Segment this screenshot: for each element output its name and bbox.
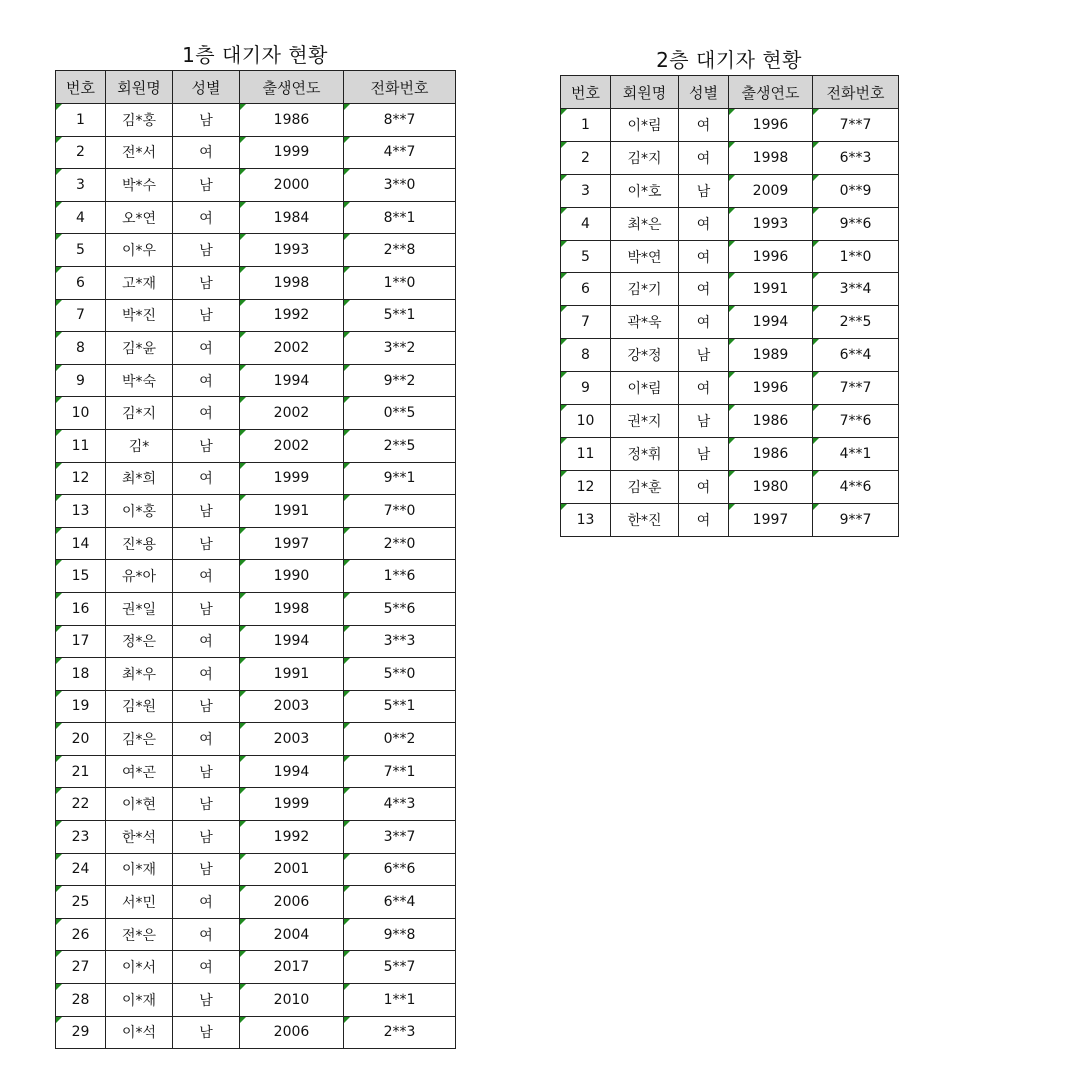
cell-member-name: 최*우 [106,658,173,691]
cell-member-name: 이*림 [611,109,679,142]
cell-phone: 4**1 [813,437,899,470]
cell-member-name: 정*은 [106,625,173,658]
cell-gender: 남 [173,495,240,528]
cell-number: 25 [56,886,106,919]
cell-birth-year: 1986 [729,405,813,438]
cell-phone: 8**1 [344,201,456,234]
cell-phone: 5**0 [344,658,456,691]
table-row [561,109,899,142]
table-row [561,437,899,470]
cell-gender: 남 [679,174,729,207]
cell-number: 21 [56,755,106,788]
table-row [56,495,456,528]
cell-phone: 6**6 [344,853,456,886]
cell-birth-year: 2000 [240,169,344,202]
cell-gender: 여 [173,625,240,658]
cell-gender: 여 [173,364,240,397]
cell-birth-year: 2004 [240,918,344,951]
cell-gender: 여 [679,109,729,142]
cell-phone: 6**3 [813,141,899,174]
table-row [56,918,456,951]
cell-birth-year: 1992 [240,821,344,854]
cell-member-name: 최*은 [611,207,679,240]
cell-birth-year: 1994 [240,364,344,397]
header-birth-year: 출생연도 [729,76,813,109]
cell-number: 5 [56,234,106,267]
cell-number: 12 [56,462,106,495]
table-row [561,174,899,207]
cell-number: 1 [56,104,106,137]
cell-number: 16 [56,592,106,625]
cell-birth-year: 1980 [729,470,813,503]
table-row [56,886,456,919]
cell-member-name: 박*수 [106,169,173,202]
cell-gender: 여 [679,372,729,405]
table-row [561,339,899,372]
cell-gender: 남 [173,755,240,788]
cell-number: 24 [56,853,106,886]
cell-member-name: 고*재 [106,266,173,299]
cell-number: 22 [56,788,106,821]
cell-member-name: 박*연 [611,240,679,273]
cell-birth-year: 2002 [240,397,344,430]
cell-birth-year: 2009 [729,174,813,207]
cell-number: 19 [56,690,106,723]
cell-gender: 남 [173,169,240,202]
cell-gender: 여 [679,240,729,273]
cell-phone: 7**1 [344,755,456,788]
cell-phone: 2**5 [813,306,899,339]
cell-phone: 8**7 [344,104,456,137]
cell-number: 2 [56,136,106,169]
cell-gender: 남 [173,266,240,299]
cell-phone: 1**0 [344,266,456,299]
table-row [56,821,456,854]
cell-phone: 7**0 [344,495,456,528]
cell-phone: 7**7 [813,372,899,405]
cell-member-name: 곽*욱 [611,306,679,339]
cell-number: 3 [56,169,106,202]
cell-number: 1 [561,109,611,142]
cell-phone: 5**6 [344,592,456,625]
cell-birth-year: 1996 [729,240,813,273]
table-row [56,201,456,234]
cell-birth-year: 1998 [240,592,344,625]
cell-phone: 0**5 [344,397,456,430]
cell-number: 13 [561,503,611,536]
cell-birth-year: 1999 [240,136,344,169]
cell-phone: 2**5 [344,429,456,462]
cell-member-name: 이*서 [106,951,173,984]
cell-gender: 여 [173,918,240,951]
cell-number: 4 [561,207,611,240]
cell-phone: 6**4 [344,886,456,919]
header-row [56,71,456,104]
cell-member-name: 이*석 [106,1016,173,1049]
header-phone: 전화번호 [813,76,899,109]
header-member-name: 회원명 [106,71,173,104]
cell-number: 10 [56,397,106,430]
cell-member-name: 이*림 [611,372,679,405]
cell-member-name: 전*서 [106,136,173,169]
cell-member-name: 권*일 [106,592,173,625]
cell-number: 8 [561,339,611,372]
cell-member-name: 진*용 [106,527,173,560]
header-gender: 성별 [679,76,729,109]
cell-gender: 남 [173,592,240,625]
cell-number: 26 [56,918,106,951]
table-row [56,104,456,137]
cell-phone: 6**4 [813,339,899,372]
table-row [56,299,456,332]
cell-gender: 여 [679,273,729,306]
table-row [56,266,456,299]
table-row [56,527,456,560]
cell-member-name: 유*아 [106,560,173,593]
table-row [56,136,456,169]
table-row [561,405,899,438]
header-number: 번호 [56,71,106,104]
cell-member-name: 오*연 [106,201,173,234]
table-row [56,592,456,625]
cell-gender: 남 [173,429,240,462]
cell-birth-year: 1996 [729,372,813,405]
table-row [56,234,456,267]
cell-phone: 9**2 [344,364,456,397]
cell-phone: 2**3 [344,1016,456,1049]
floor2-title: 2층 대기자 현황 [656,48,802,72]
cell-number: 3 [561,174,611,207]
cell-birth-year: 1997 [240,527,344,560]
cell-number: 2 [561,141,611,174]
cell-number: 23 [56,821,106,854]
cell-gender: 여 [173,136,240,169]
table-row [56,984,456,1017]
cell-birth-year: 1994 [240,755,344,788]
table-row [56,853,456,886]
cell-number: 8 [56,332,106,365]
cell-birth-year: 2017 [240,951,344,984]
cell-gender: 남 [173,299,240,332]
table-row [561,470,899,503]
cell-number: 4 [56,201,106,234]
cell-phone: 9**1 [344,462,456,495]
table-row [56,429,456,462]
cell-member-name: 정*휘 [611,437,679,470]
cell-birth-year: 2001 [240,853,344,886]
header-number: 번호 [561,76,611,109]
cell-birth-year: 1991 [240,658,344,691]
cell-phone: 1**0 [813,240,899,273]
floor2-table [560,75,899,537]
cell-phone: 2**8 [344,234,456,267]
cell-member-name: 박*진 [106,299,173,332]
cell-number: 29 [56,1016,106,1049]
table-row [56,951,456,984]
cell-member-name: 이*재 [106,984,173,1017]
cell-number: 20 [56,723,106,756]
cell-gender: 남 [173,788,240,821]
cell-number: 15 [56,560,106,593]
cell-member-name: 김*기 [611,273,679,306]
cell-birth-year: 1986 [729,437,813,470]
cell-birth-year: 1994 [240,625,344,658]
cell-phone: 5**1 [344,299,456,332]
cell-phone: 9**6 [813,207,899,240]
cell-number: 7 [56,299,106,332]
cell-member-name: 김*훈 [611,470,679,503]
cell-gender: 여 [173,201,240,234]
cell-birth-year: 1991 [240,495,344,528]
cell-birth-year: 1993 [729,207,813,240]
cell-phone: 4**3 [344,788,456,821]
cell-member-name: 이*홍 [106,495,173,528]
cell-birth-year: 1998 [240,266,344,299]
cell-birth-year: 1993 [240,234,344,267]
cell-member-name: 이*재 [106,853,173,886]
cell-birth-year: 1999 [240,788,344,821]
cell-member-name: 김*지 [611,141,679,174]
cell-gender: 남 [173,853,240,886]
table-row [56,332,456,365]
cell-birth-year: 2002 [240,332,344,365]
cell-gender: 남 [679,405,729,438]
table-row [56,690,456,723]
table-row [561,273,899,306]
cell-phone: 3**7 [344,821,456,854]
floor1-title: 1층 대기자 현황 [182,43,328,67]
cell-birth-year: 1991 [729,273,813,306]
cell-birth-year: 2006 [240,886,344,919]
table-row [56,462,456,495]
cell-member-name: 강*정 [611,339,679,372]
cell-number: 9 [561,372,611,405]
cell-gender: 남 [173,690,240,723]
cell-number: 7 [561,306,611,339]
cell-birth-year: 1984 [240,201,344,234]
cell-gender: 남 [173,104,240,137]
cell-gender: 여 [679,141,729,174]
table-row [561,503,899,536]
cell-gender: 남 [173,527,240,560]
header-phone: 전화번호 [344,71,456,104]
cell-gender: 남 [679,437,729,470]
cell-gender: 여 [173,397,240,430]
table-row [561,141,899,174]
cell-member-name: 이*우 [106,234,173,267]
cell-member-name: 김*지 [106,397,173,430]
cell-member-name: 이*현 [106,788,173,821]
cell-gender: 여 [173,462,240,495]
cell-gender: 남 [173,821,240,854]
table-row [56,658,456,691]
cell-phone: 3**4 [813,273,899,306]
cell-birth-year: 2003 [240,723,344,756]
cell-member-name: 최*희 [106,462,173,495]
table-row [561,240,899,273]
table-row [56,755,456,788]
cell-phone: 7**7 [813,109,899,142]
cell-birth-year: 1990 [240,560,344,593]
cell-birth-year: 1994 [729,306,813,339]
cell-phone: 7**6 [813,405,899,438]
cell-birth-year: 2003 [240,690,344,723]
cell-number: 17 [56,625,106,658]
cell-phone: 3**3 [344,625,456,658]
cell-phone: 0**9 [813,174,899,207]
cell-birth-year: 1998 [729,141,813,174]
table-row [56,397,456,430]
cell-gender: 여 [679,470,729,503]
cell-gender: 남 [173,984,240,1017]
table-row [561,306,899,339]
table-row [56,625,456,658]
cell-phone: 4**7 [344,136,456,169]
cell-birth-year: 2002 [240,429,344,462]
cell-member-name: 김*홍 [106,104,173,137]
cell-member-name: 박*숙 [106,364,173,397]
cell-member-name: 김*원 [106,690,173,723]
table-row [56,788,456,821]
cell-member-name: 한*석 [106,821,173,854]
cell-phone: 3**2 [344,332,456,365]
cell-number: 11 [56,429,106,462]
cell-gender: 여 [173,658,240,691]
cell-gender: 여 [679,207,729,240]
table-row [56,723,456,756]
cell-gender: 여 [679,503,729,536]
cell-number: 14 [56,527,106,560]
cell-member-name: 이*호 [611,174,679,207]
cell-member-name: 서*민 [106,886,173,919]
cell-member-name: 김* [106,429,173,462]
cell-gender: 여 [173,723,240,756]
cell-number: 27 [56,951,106,984]
cell-phone: 9**8 [344,918,456,951]
table-row [56,560,456,593]
cell-phone: 5**7 [344,951,456,984]
table-row [56,1016,456,1049]
header-gender: 성별 [173,71,240,104]
cell-phone: 1**1 [344,984,456,1017]
table-row [56,364,456,397]
table-row [561,207,899,240]
cell-birth-year: 2006 [240,1016,344,1049]
cell-gender: 여 [173,332,240,365]
header-member-name: 회원명 [611,76,679,109]
cell-phone: 2**0 [344,527,456,560]
cell-gender: 여 [679,306,729,339]
cell-birth-year: 2010 [240,984,344,1017]
header-row [561,76,899,109]
cell-phone: 9**7 [813,503,899,536]
cell-number: 10 [561,405,611,438]
floor1-waitlist [55,40,455,1049]
cell-number: 6 [56,266,106,299]
cell-number: 13 [56,495,106,528]
cell-number: 6 [561,273,611,306]
cell-number: 28 [56,984,106,1017]
cell-birth-year: 1986 [240,104,344,137]
cell-phone: 4**6 [813,470,899,503]
cell-member-name: 김*윤 [106,332,173,365]
cell-phone: 5**1 [344,690,456,723]
cell-number: 18 [56,658,106,691]
cell-member-name: 김*은 [106,723,173,756]
cell-gender: 남 [679,339,729,372]
floor2-waitlist [560,45,898,537]
cell-member-name: 전*은 [106,918,173,951]
cell-gender: 여 [173,951,240,984]
cell-member-name: 권*지 [611,405,679,438]
cell-number: 9 [56,364,106,397]
cell-phone: 1**6 [344,560,456,593]
cell-number: 5 [561,240,611,273]
cell-member-name: 여*곤 [106,755,173,788]
table-row [56,169,456,202]
cell-member-name: 한*진 [611,503,679,536]
floor1-table [55,70,456,1049]
cell-phone: 0**2 [344,723,456,756]
header-birth-year: 출생연도 [240,71,344,104]
table-row [561,372,899,405]
cell-birth-year: 1989 [729,339,813,372]
cell-number: 12 [561,470,611,503]
cell-gender: 남 [173,1016,240,1049]
cell-birth-year: 1996 [729,109,813,142]
cell-phone: 3**0 [344,169,456,202]
cell-birth-year: 1992 [240,299,344,332]
cell-birth-year: 1997 [729,503,813,536]
cell-gender: 남 [173,234,240,267]
cell-number: 11 [561,437,611,470]
cell-birth-year: 1999 [240,462,344,495]
cell-gender: 여 [173,886,240,919]
cell-gender: 여 [173,560,240,593]
